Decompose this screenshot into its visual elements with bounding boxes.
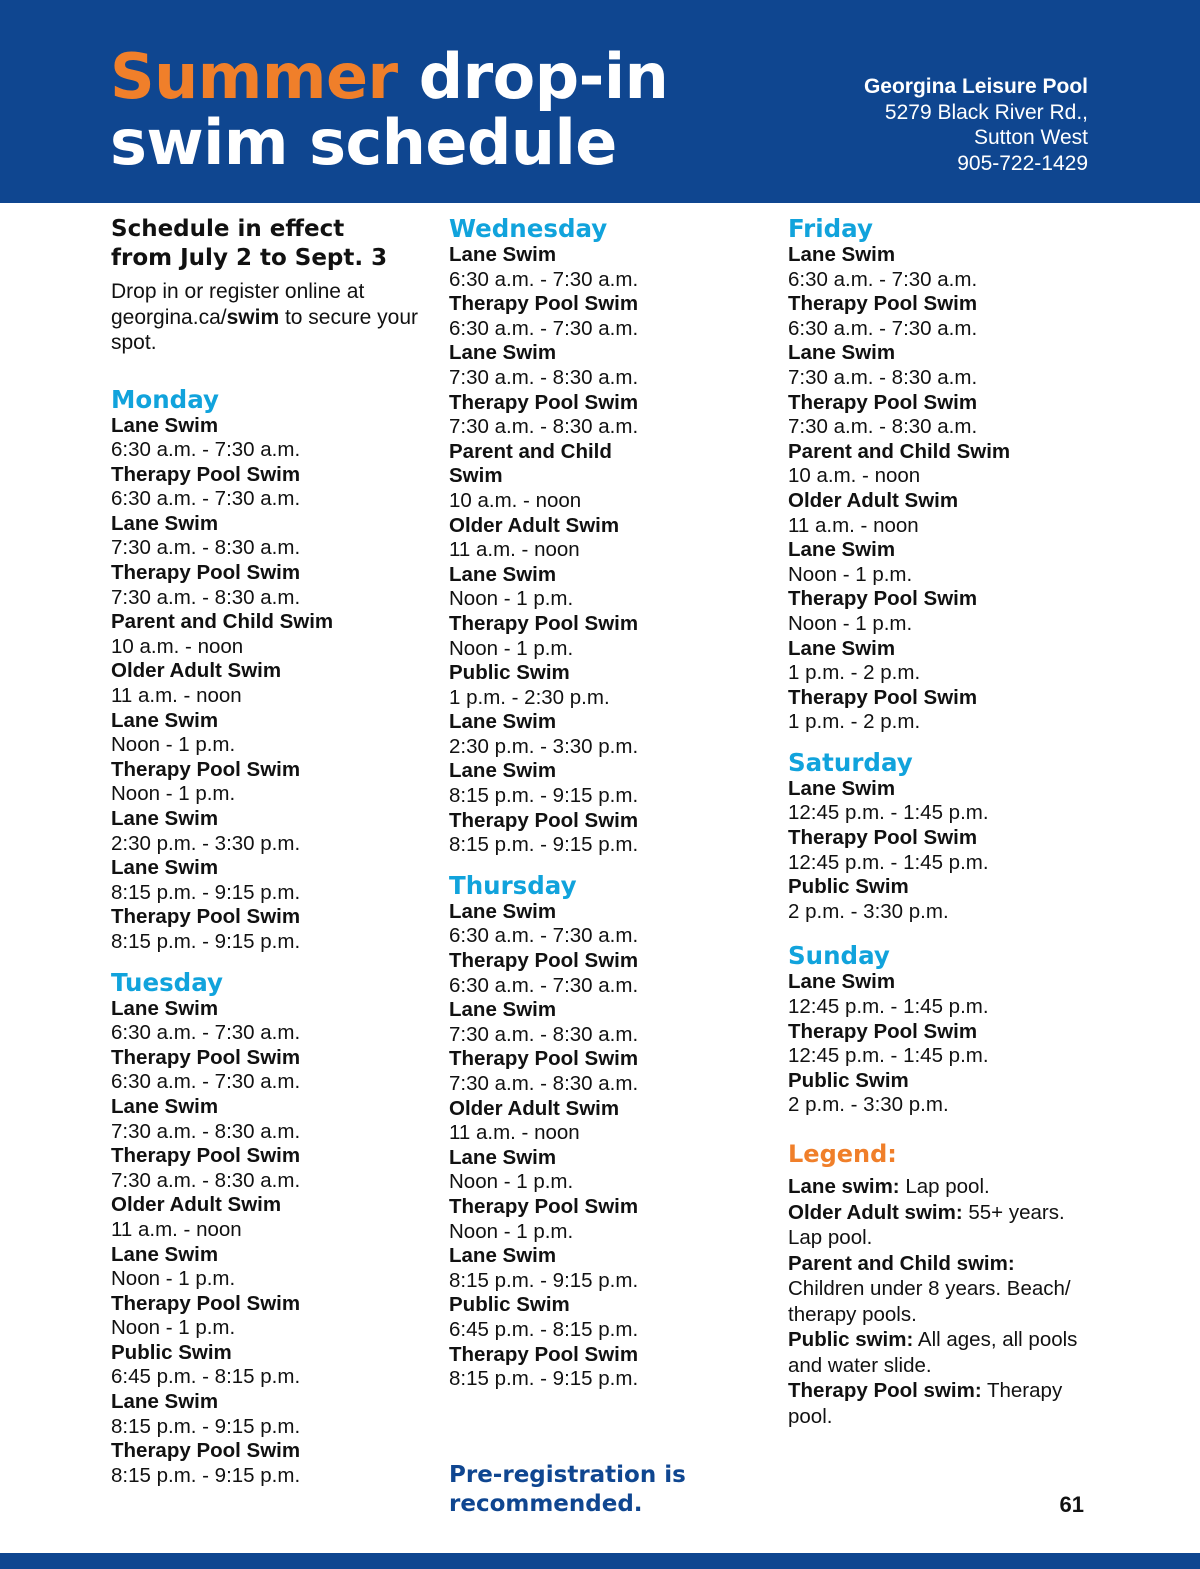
page-title [110, 40, 669, 179]
schedule-column-1 [111, 215, 431, 1488]
legend-term: Lane swim: [788, 1175, 900, 1198]
day-heading: Friday [788, 214, 873, 243]
footer-bar [0, 1553, 1200, 1569]
session-item [788, 875, 1118, 924]
session-time: 8:15 p.m. - 9:15 p.m. [449, 833, 639, 857]
session-name: Older Adult Swim [449, 513, 620, 537]
session-item [449, 809, 769, 858]
legend-item [788, 1327, 1088, 1378]
session-name: Lane Swim [788, 243, 896, 266]
session-name: Parent and Child Swim [111, 610, 334, 634]
session-name: Lane Swim [111, 1094, 219, 1118]
session-name: Lane Swim [111, 807, 219, 830]
session-name: Public Swim [111, 1340, 232, 1364]
session-time: 7:30 a.m. - 8:30 a.m. [111, 1168, 301, 1192]
session-name: Lane Swim [449, 1244, 557, 1268]
session-name: Therapy Pool Swim [788, 587, 978, 611]
session-time: 12:45 p.m. - 1:45 p.m. [788, 1044, 989, 1068]
session-name: Therapy Pool Swim [111, 1291, 301, 1315]
session-item [449, 563, 769, 612]
session-item [449, 1195, 769, 1244]
session-name: Lane Swim [449, 243, 557, 266]
session-time: 10 a.m. - noon [111, 634, 244, 658]
session-name: Lane Swim [788, 636, 896, 660]
session-time: 7:30 a.m. - 8:30 a.m. [788, 365, 978, 389]
session-time: 6:30 a.m. - 7:30 a.m. [449, 267, 639, 291]
session-time: Noon - 1 p.m. [111, 733, 236, 757]
session-time: 6:45 p.m. - 8:15 p.m. [449, 1317, 639, 1341]
session-item [449, 949, 769, 998]
session-item [788, 587, 1118, 636]
session-name: Lane Swim [449, 562, 557, 586]
session-time: 11 a.m. - noon [449, 538, 580, 562]
session-time: 11 a.m. - noon [788, 513, 919, 537]
legend-description: Children under 8 years. Beach/ therapy pools. [788, 1277, 1071, 1326]
session-item [788, 777, 1118, 826]
session-time: 12:45 p.m. - 1:45 p.m. [788, 801, 989, 825]
address-line1: 5279 Black River Rd., [884, 100, 1088, 124]
intro-text-bold: swim [226, 305, 280, 329]
session-name: Therapy Pool Swim [449, 1047, 639, 1071]
session-item [111, 512, 431, 561]
session-time: Noon - 1 p.m. [111, 782, 236, 806]
session-item [788, 826, 1118, 875]
schedule-column-3 [788, 215, 1118, 1429]
session-name: Parent and Child Swim [449, 439, 612, 488]
session-time: 11 a.m. - noon [449, 1121, 580, 1145]
prereg-line1: Pre-registration is [449, 1462, 686, 1488]
schedule-column-2 [449, 215, 769, 1392]
session-time: 8:15 p.m. - 9:15 p.m. [449, 1268, 639, 1292]
session-item [449, 1244, 769, 1293]
session-time: 7:30 a.m. - 8:30 a.m. [111, 585, 301, 609]
title-rest: drop-in [418, 40, 669, 113]
session-name: Therapy Pool Swim [788, 292, 978, 316]
session-name: Therapy Pool Swim [111, 561, 301, 585]
session-name: Public Swim [449, 661, 570, 685]
session-item [111, 1292, 431, 1341]
session-time: 7:30 a.m. - 8:30 a.m. [449, 365, 639, 389]
session-time: 6:30 a.m. - 7:30 a.m. [788, 267, 978, 291]
session-time: 1 p.m. - 2:30 p.m. [449, 685, 610, 709]
session-item [449, 391, 769, 440]
session-item [788, 1020, 1118, 1069]
session-name: Older Adult Swim [111, 1193, 282, 1217]
day-block-saturday [788, 749, 1118, 925]
session-time: 8:15 p.m. - 9:15 p.m. [111, 880, 301, 904]
session-name: Therapy Pool Swim [111, 757, 301, 781]
session-name: Therapy Pool Swim [449, 1342, 639, 1366]
session-item [788, 686, 1118, 735]
session-name: Therapy Pool Swim [788, 390, 978, 414]
phone-number: 905-722-1429 [957, 151, 1088, 175]
session-time: 8:15 p.m. - 9:15 p.m. [111, 1463, 301, 1487]
session-item [111, 1095, 431, 1144]
session-time: 12:45 p.m. - 1:45 p.m. [788, 850, 989, 874]
day-heading: Tuesday [111, 967, 223, 997]
intro-block [111, 215, 431, 356]
day-heading: Wednesday [449, 214, 608, 243]
session-item [449, 341, 769, 390]
session-name: Lane Swim [111, 996, 219, 1020]
session-name: Older Adult Swim [788, 488, 959, 512]
session-time: Noon - 1 p.m. [449, 1219, 574, 1243]
session-item [449, 1293, 769, 1342]
session-item [449, 1097, 769, 1146]
session-time: 6:30 a.m. - 7:30 a.m. [111, 1021, 301, 1045]
day-heading: Saturday [788, 747, 913, 777]
session-name: Therapy Pool Swim [449, 390, 639, 414]
session-time: 1 p.m. - 2 p.m. [788, 661, 921, 685]
day-heading: Monday [111, 384, 219, 414]
session-name: Parent and Child Swim [788, 439, 1011, 463]
session-item [449, 243, 769, 292]
session-time: 2 p.m. - 3:30 p.m. [788, 899, 949, 923]
session-time: Noon - 1 p.m. [111, 1316, 236, 1340]
session-time: Noon - 1 p.m. [788, 562, 913, 586]
session-name: Therapy Pool Swim [111, 1439, 301, 1463]
session-item [111, 856, 431, 905]
day-block-thursday [449, 872, 769, 1392]
legend-description: Therapy pool. [788, 1379, 1063, 1428]
session-time: 1 p.m. - 2 p.m. [788, 710, 921, 734]
session-item [449, 759, 769, 808]
session-item [449, 292, 769, 341]
session-item [449, 612, 769, 661]
session-time: 7:30 a.m. - 8:30 a.m. [788, 415, 978, 439]
session-item [788, 637, 1118, 686]
session-name: Therapy Pool Swim [788, 826, 978, 850]
session-name: Lane Swim [111, 856, 219, 880]
session-name: Therapy Pool Swim [111, 1144, 301, 1168]
session-name: Public Swim [449, 1293, 570, 1317]
session-time: 6:30 a.m. - 7:30 a.m. [111, 438, 301, 462]
session-name: Lane Swim [788, 970, 896, 994]
session-time: 12:45 p.m. - 1:45 p.m. [788, 995, 989, 1019]
session-time: 10 a.m. - noon [788, 464, 921, 488]
session-name: Older Adult Swim [449, 1096, 620, 1120]
session-item [111, 1144, 431, 1193]
day-heading: Sunday [788, 941, 890, 971]
session-item [111, 463, 431, 512]
session-time: 2:30 p.m. - 3:30 p.m. [449, 734, 639, 758]
session-name: Therapy Pool Swim [111, 462, 301, 486]
day-block-monday [111, 386, 431, 955]
session-time: 8:15 p.m. - 9:15 p.m. [449, 1367, 639, 1391]
session-time: 6:30 a.m. - 7:30 a.m. [788, 316, 978, 340]
legend-block [788, 1140, 1088, 1429]
session-item [449, 661, 769, 710]
session-item [111, 414, 431, 463]
session-time: 10 a.m. - noon [449, 488, 582, 512]
session-item [449, 1146, 769, 1195]
session-item [449, 998, 769, 1047]
day-block-friday [788, 215, 1118, 735]
session-time: 6:45 p.m. - 8:15 p.m. [111, 1365, 301, 1389]
legend-description: 55+ years. Lap pool. [788, 1200, 1065, 1249]
session-name: Lane Swim [449, 899, 557, 923]
session-time: 7:30 a.m. - 8:30 a.m. [449, 1022, 639, 1046]
session-name: Lane Swim [449, 1145, 557, 1169]
page-number: 61 [1059, 1492, 1084, 1517]
session-item [449, 514, 769, 563]
session-time: Noon - 1 p.m. [449, 636, 574, 660]
legend-description: Lap pool. [905, 1175, 990, 1198]
session-name: Therapy Pool Swim [449, 611, 639, 635]
session-name: Lane Swim [788, 341, 896, 365]
session-time: 11 a.m. - noon [111, 1217, 242, 1241]
session-name: Lane Swim [111, 1242, 219, 1266]
session-time: 6:30 a.m. - 7:30 a.m. [449, 316, 639, 340]
session-name: Therapy Pool Swim [788, 1019, 978, 1043]
legend-item [788, 1174, 1088, 1200]
session-item [788, 538, 1118, 587]
legend-item [788, 1200, 1088, 1251]
session-time: 6:30 a.m. - 7:30 a.m. [449, 924, 639, 948]
session-name: Therapy Pool Swim [111, 905, 301, 929]
preregistration-note [449, 1461, 686, 1519]
session-name: Therapy Pool Swim [788, 685, 978, 709]
session-name: Lane Swim [111, 1390, 219, 1414]
session-name: Lane Swim [449, 998, 557, 1022]
session-time: 7:30 a.m. - 8:30 a.m. [111, 1119, 301, 1143]
session-item [111, 905, 431, 954]
intro-text-after: to secure your spot. [111, 305, 419, 354]
session-time: 11 a.m. - noon [111, 684, 242, 708]
legend-term: Public swim: [788, 1328, 914, 1351]
session-name: Lane Swim [111, 413, 219, 437]
intro-text-before: Drop in or register online at georgina.ca/ [111, 280, 365, 329]
session-item [449, 1047, 769, 1096]
legend-term: Older Adult swim: [788, 1200, 963, 1224]
session-item [788, 970, 1118, 1019]
legend-item [788, 1378, 1088, 1429]
legend-description: All ages, all pools and water slide. [788, 1328, 1078, 1377]
session-item [111, 807, 431, 856]
session-item [449, 440, 769, 514]
session-item [449, 710, 769, 759]
prereg-line2: recommended. [449, 1491, 643, 1517]
legend-term: Parent and Child swim: [788, 1251, 1015, 1275]
session-time: 6:30 a.m. - 7:30 a.m. [449, 973, 639, 997]
session-name: Therapy Pool Swim [449, 949, 639, 973]
session-name: Therapy Pool Swim [449, 1194, 639, 1218]
schedule-effective-heading [111, 215, 431, 273]
session-item [449, 1343, 769, 1392]
session-item [111, 758, 431, 807]
day-heading: Thursday [449, 870, 577, 900]
session-name: Lane Swim [449, 710, 557, 734]
session-time: 6:30 a.m. - 7:30 a.m. [111, 487, 301, 511]
session-item [788, 489, 1118, 538]
session-time: Noon - 1 p.m. [449, 1170, 574, 1194]
session-name: Lane Swim [111, 708, 219, 732]
session-name: Lane Swim [449, 341, 557, 365]
session-item [111, 997, 431, 1046]
session-time: 6:30 a.m. - 7:30 a.m. [111, 1070, 301, 1094]
session-item [111, 1046, 431, 1095]
session-time: Noon - 1 p.m. [788, 611, 913, 635]
title-accent: Summer [110, 40, 398, 113]
session-item [788, 341, 1118, 390]
session-time: 8:15 p.m. - 9:15 p.m. [111, 929, 301, 953]
session-name: Therapy Pool Swim [449, 808, 639, 832]
session-name: Lane Swim [788, 776, 896, 800]
session-time: 8:15 p.m. - 9:15 p.m. [449, 784, 639, 808]
session-item [788, 440, 1118, 489]
session-time: 7:30 a.m. - 8:30 a.m. [449, 415, 639, 439]
session-time: Noon - 1 p.m. [449, 587, 574, 611]
session-name: Therapy Pool Swim [449, 292, 639, 316]
session-item [788, 243, 1118, 292]
session-item [788, 391, 1118, 440]
session-name: Therapy Pool Swim [111, 1045, 301, 1069]
session-item [111, 1341, 431, 1390]
session-name: Public Swim [788, 875, 909, 899]
session-item [111, 1439, 431, 1488]
session-item [111, 1243, 431, 1292]
heading-line1: Schedule in effect [111, 216, 345, 242]
session-item [111, 1193, 431, 1242]
session-name: Lane Swim [111, 511, 219, 535]
session-item [111, 561, 431, 610]
header-banner [0, 0, 1200, 203]
session-time: 7:30 a.m. - 8:30 a.m. [449, 1072, 639, 1095]
session-time: 7:30 a.m. - 8:30 a.m. [111, 536, 301, 560]
session-item [111, 1390, 431, 1439]
legend-item [788, 1251, 1088, 1328]
title-line2: swim schedule [110, 106, 617, 179]
day-block-sunday [788, 942, 1118, 1118]
session-name: Lane Swim [449, 759, 557, 783]
legend-term: Therapy Pool swim: [788, 1379, 982, 1402]
session-item [788, 292, 1118, 341]
intro-text [111, 279, 431, 356]
session-name: Public Swim [788, 1068, 909, 1092]
day-block-tuesday [111, 969, 431, 1489]
session-time: 2:30 p.m. - 3:30 p.m. [111, 831, 301, 855]
session-time: 2 p.m. - 3:30 p.m. [788, 1093, 949, 1117]
venue-name: Georgina Leisure Pool [863, 75, 1088, 98]
session-item [111, 610, 431, 659]
session-name: Lane Swim [788, 538, 896, 562]
address-line2: Sutton West [973, 126, 1088, 149]
heading-line2: from July 2 to Sept. 3 [111, 245, 388, 271]
session-time: 8:15 p.m. - 9:15 p.m. [111, 1414, 301, 1438]
venue-address [864, 74, 1088, 176]
session-name: Older Adult Swim [111, 659, 282, 683]
session-time: Noon - 1 p.m. [111, 1267, 236, 1291]
session-item [788, 1069, 1118, 1118]
session-item [449, 900, 769, 949]
session-item [111, 659, 431, 708]
day-block-wednesday [449, 215, 769, 858]
legend-heading: Legend: [788, 1140, 897, 1168]
session-item [111, 709, 431, 758]
